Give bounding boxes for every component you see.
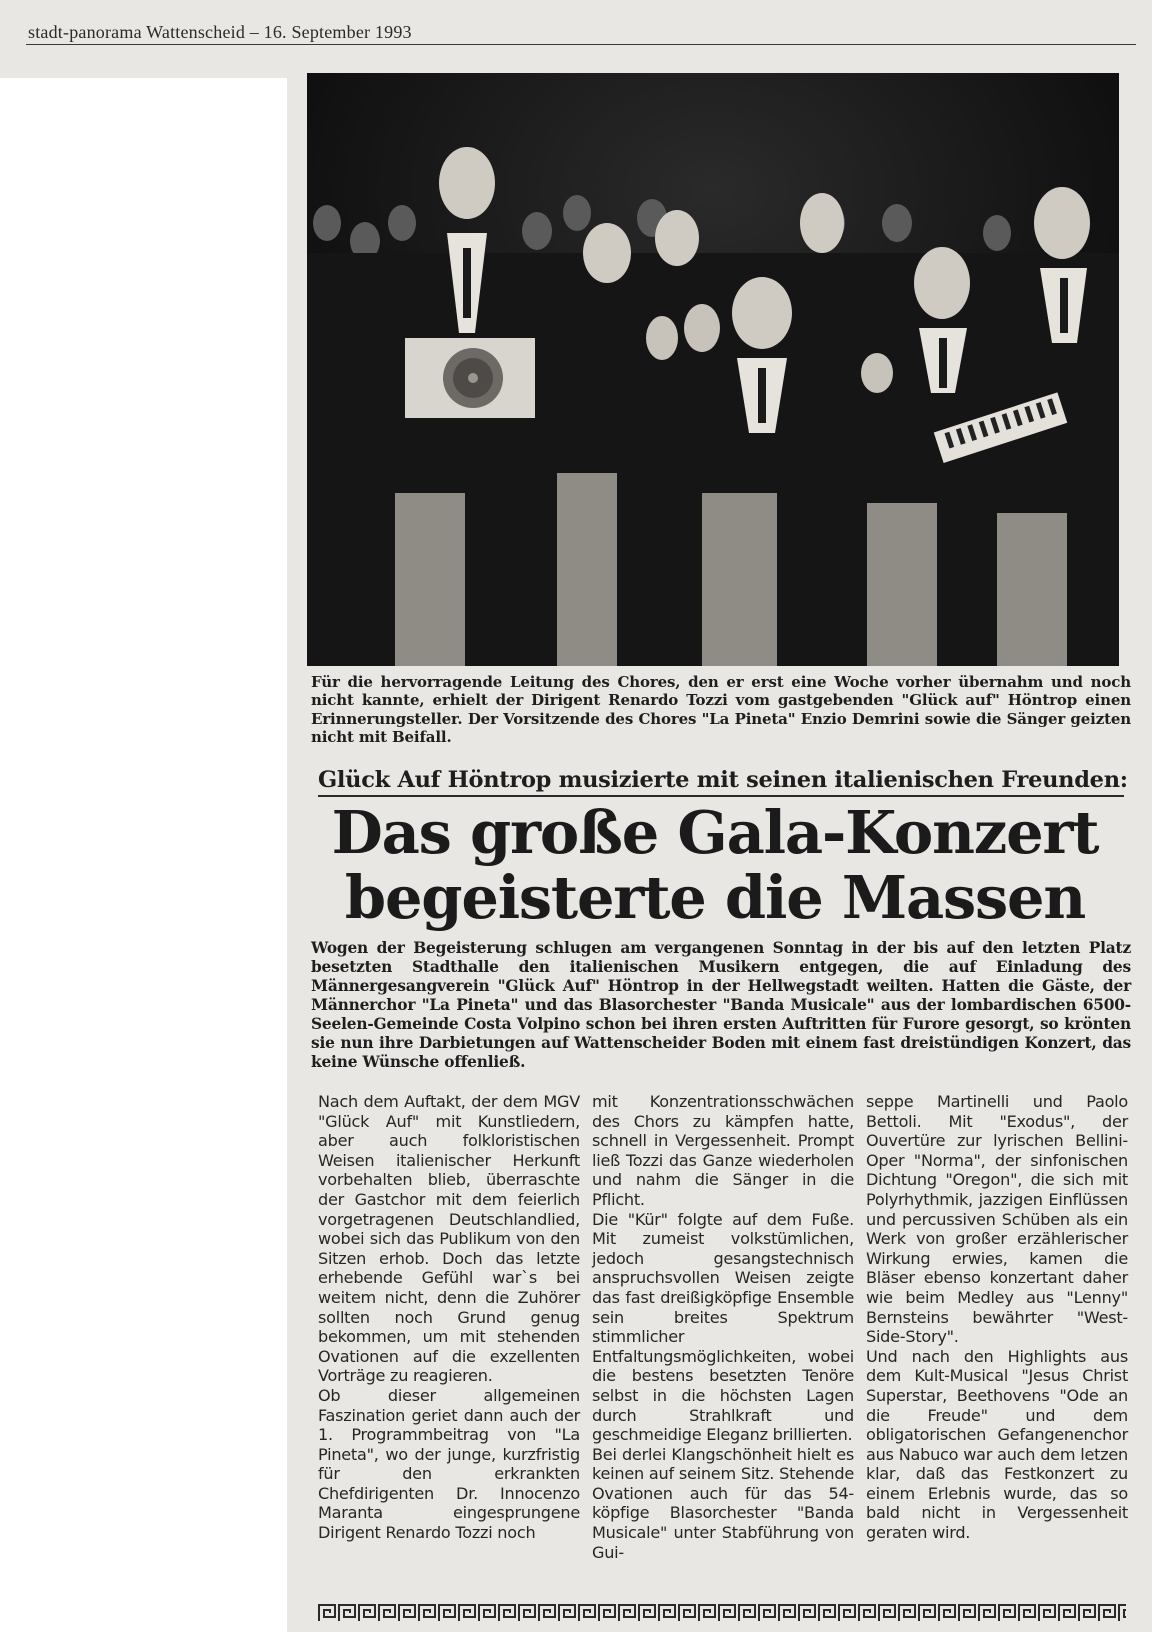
article-lead: Wogen der Begeisterung schlugen am vergangenen Sonntag in der bis auf den letzten Platz besetzten Stadthalle den italienischen Musikern entgegen, die auf Einladung des Männergesangverein "Glück Auf" Höntrop in der Hellwegstadt weilten. Hatten die Gäste, der Männerchor "La Pineta" und das Blasorchester "Banda Musicale" aus der lombardischen 6500-Seelen-Gemeinde Costa Volpino schon bei ihren ersten Auftritten für Furore gesorgt, so krönten sie nun ihre Darbietungen auf Wattenscheider Boden mit einem fast dreistündigen Konzert, das keine Wünsche offenließ. — [311, 939, 1131, 1071]
paragraph: mit Konzentrationsschwächen des Chors zu kämpfen hatte, schnell in Vergessenheit. Prompt ließ Tozzi das Ganze wiederholen und nahm die Sänger in die Pflicht. — [592, 1092, 854, 1209]
article-photo — [307, 73, 1119, 666]
paragraph: Nach dem Auftakt, der dem MGV "Glück Auf" mit Kunstliedern, aber auch folkloristischen Weisen italienischer Herkunft vorbehalten blieb, überraschte der Gastchor mit dem feierlich vorgetragenen Deutschlandlied, wobei sich das Publikum von den Sitzen erhob. Doch das letzte erhebende Gefühl war`s bei weitem nicht, denn die Zuhörer sollten noch Grund genug bekommen, um mit stehenden Ovationen auf die exzellenten Vorträge zu reagieren. — [318, 1092, 580, 1386]
paragraph: seppe Martinelli und Paolo Bettoli. Mit "Exodus", der Ouvertüre zur lyrischen Bellini-Oper "Norma", der sinfonischen Dichtung "Oregon", die sich mit Polyrhythmik, jazzigen Einflüssen und percussiven Schüben als ein Werk von großer erzählerischer Wirkung erwies, kamen die Bläser ebenso konzertant daher wie beim Medley aus "Lenny" Bernsteins bewährter "West-Side-Story". — [866, 1092, 1128, 1347]
photo-caption: Für die hervorragende Leitung des Chores, den er erst eine Woche vorher übernahm und noch nicht kannte, erhielt der Dirigent Renardo Tozzi vom gastgebenden "Glück auf" Höntrop einen Erinnerungsteller. Der Vorsitzende des Chores "La Pineta" Enzio Demrini sowie die Sänger geizten nicht mit Beifall. — [311, 673, 1131, 747]
paragraph: Die "Kür" folgte auf dem Fuße. Mit zumeist volkstümlichen, jedoch gesangstechnisch anspruchsvollen Weisen zeigte das fast dreißigköpfige Ensemble sein breites Spektrum stimmlicher Entfaltungsmöglichkeiten, wobei die bestens besetzten Tenöre selbst in die höchsten Lagen durch Strahlkraft und geschmeidige Eleganz brillierten. — [592, 1209, 854, 1445]
article-headline: Das große Gala-Konzert begeisterte die Massen — [331, 798, 1099, 932]
paragraph: Und nach den Highlights aus dem Kult-Musical "Jesus Christ Superstar, Beethovens "Ode an die Freude" und dem obligatorischen Gefangenenchor aus Nabuco war auch dem letzen klar, daß das Festkonzert zu einem Erlebnis wurde, das so bald nicht in Vergessenheit geraten wird. — [866, 1346, 1128, 1543]
article-column-3 — [866, 1092, 1128, 1543]
header-rule — [26, 44, 1136, 45]
article-subheadline: Glück Auf Höntrop musizierte mit seinen italienischen Freunden: — [318, 767, 1124, 797]
dateline: stadt-panorama Wattenscheid – 16. September 1993 — [28, 22, 412, 42]
paragraph: Bei derlei Klangschönheit hielt es keinen auf seinem Sitz. Stehende Ovationen auch für das 54-köpfige Blasorchester "Banda Musicale" unter Stabführung von Gui- — [592, 1444, 854, 1562]
meander-border — [318, 1603, 1126, 1623]
paragraph: Ob dieser allgemeinen Faszination geriet dann auch der 1. Programmbeitrag von "La Pineta", wo der junge, kurzfristig für den erkrankten Chefdirigenten Dr. Innocenzo Maranta eingesprungene Dirigent Renardo Tozzi noch — [318, 1385, 580, 1543]
award-plate-icon — [405, 338, 535, 418]
choir-photo-illustration — [307, 73, 1119, 666]
article-column-2 — [592, 1092, 854, 1562]
greek-key-ornament — [318, 1603, 1126, 1623]
article-column-1 — [318, 1092, 580, 1543]
